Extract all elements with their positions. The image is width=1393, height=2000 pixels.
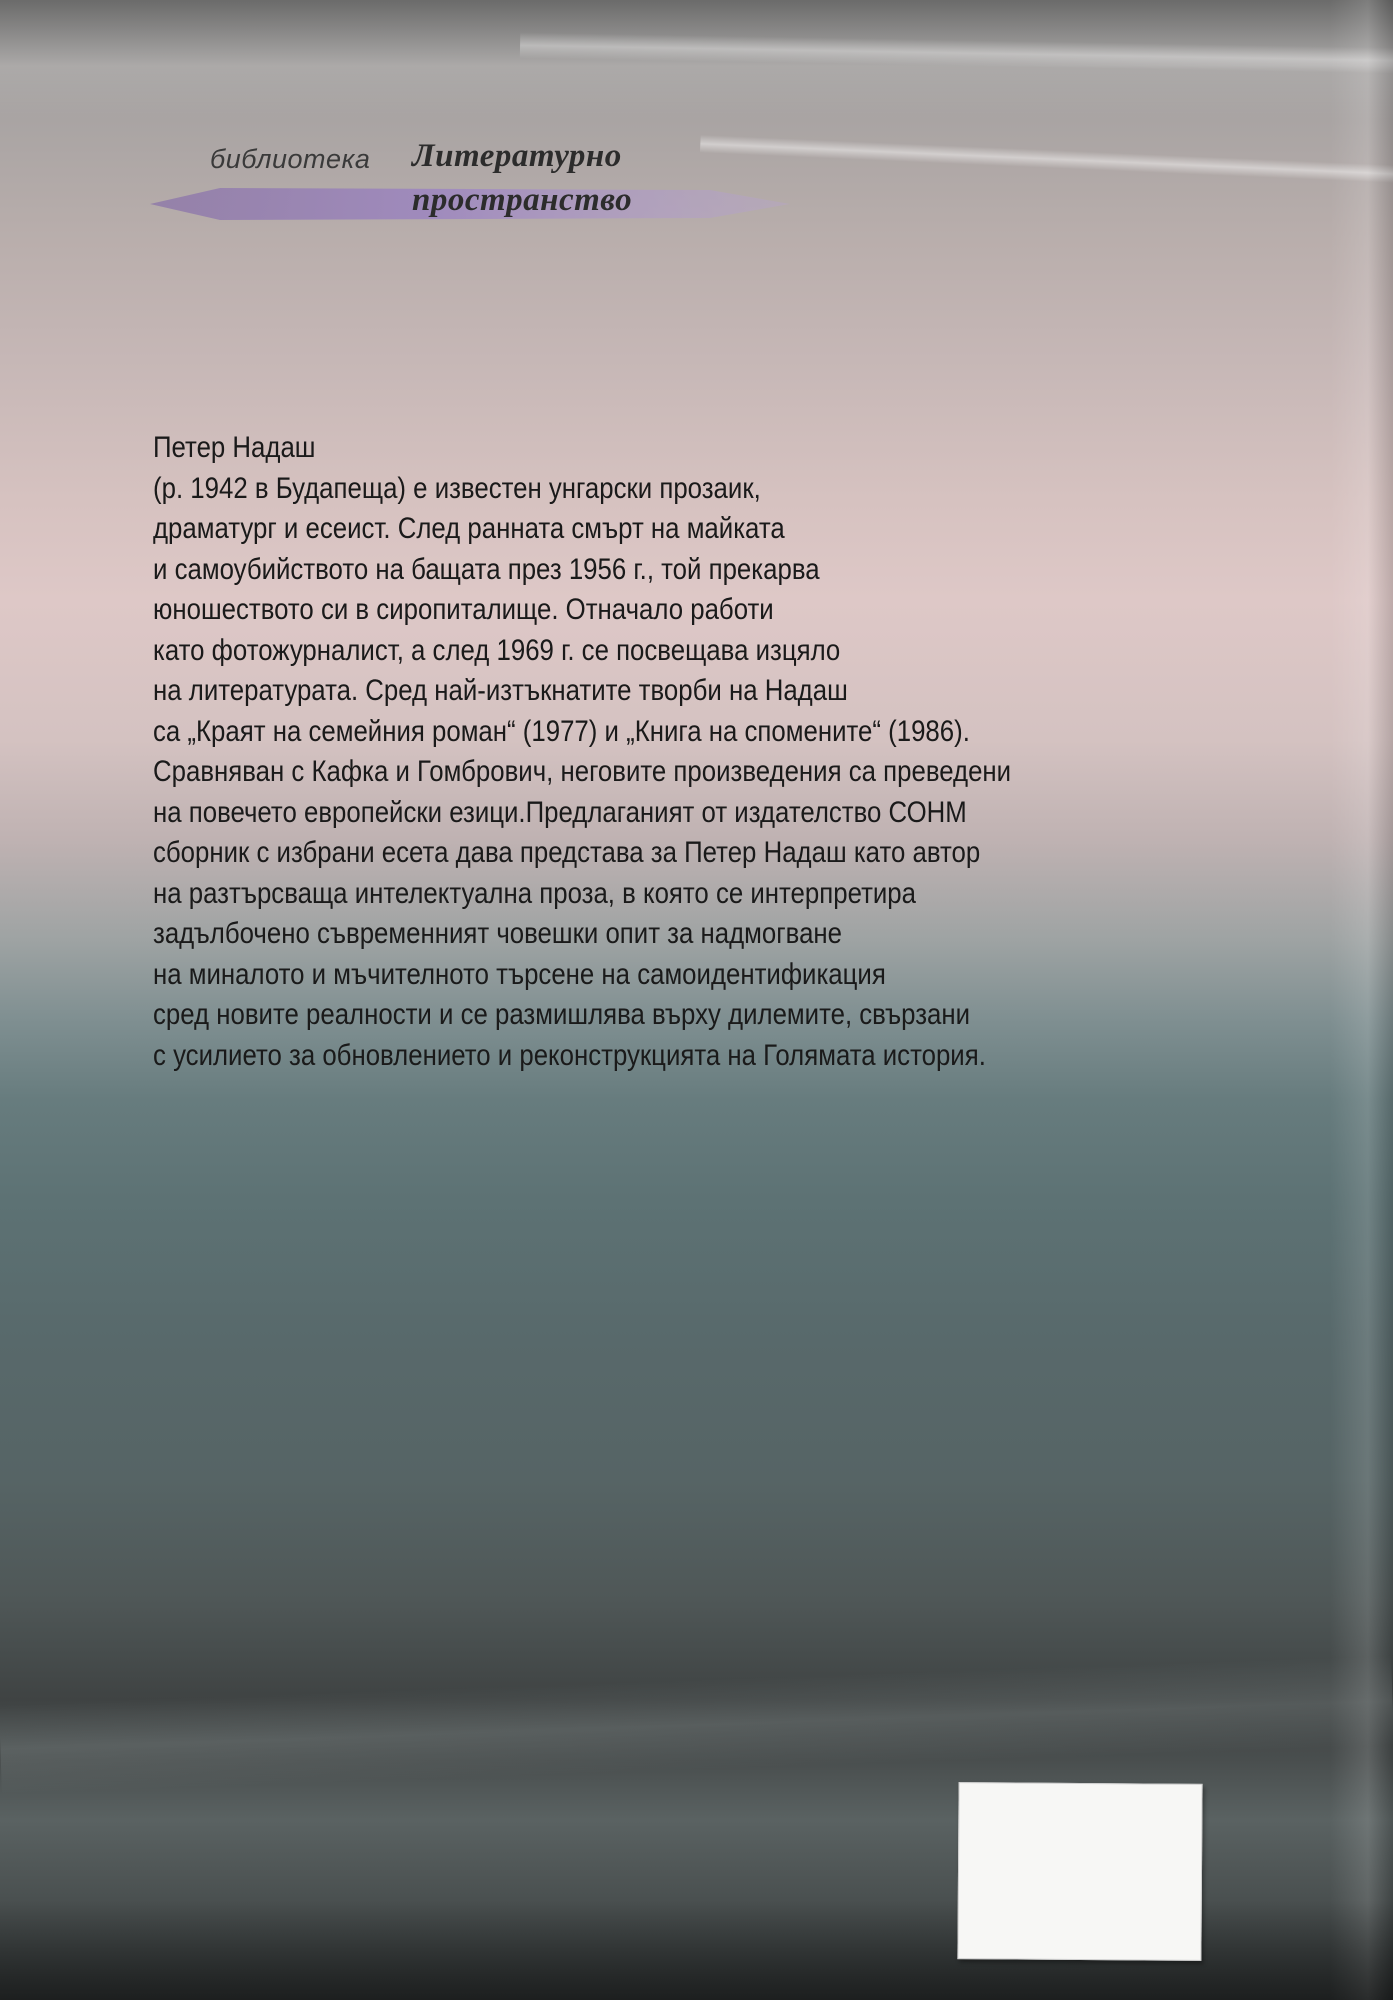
blurb-line: и самоубийството на бащата през 1956 г., той прекарва [153, 552, 820, 586]
plastic-wrinkle [700, 135, 1393, 184]
author-blurb [153, 428, 1168, 1076]
series-title-line2: пространство [412, 182, 633, 218]
plastic-reflection-band [0, 1656, 1393, 1795]
blurb-line: с усилието за обновлението и реконструкцията на Голямата история. [153, 1038, 986, 1072]
blurb-line: сред новите реалности и се размишлява върху дилемите, свързани [153, 998, 971, 1031]
price-sticker [957, 1782, 1202, 1961]
series-logo [150, 128, 790, 238]
blurb-line: (р. 1942 в Будапеща) е известен унгарски прозаик, [153, 471, 761, 505]
series-title-line1: Литературно [412, 138, 622, 174]
blurb-line: на разтърсваща интелектуална проза, в която се интерпретира [153, 876, 916, 910]
plastic-sheen-top [0, 0, 1393, 120]
plastic-edge-reflection [1330, 0, 1393, 2000]
blurb-line: драматург и есеист. След ранната смърт на майката [153, 512, 785, 545]
blurb-line: юношеството си в сиропиталище. Отначало работи [153, 593, 774, 626]
blurb-line: сборник с избрани есета дава представа за Петер Надаш като автор [153, 836, 981, 869]
series-prefix: библиотека [210, 144, 371, 174]
plastic-wrinkle [520, 32, 1393, 73]
blurb-line: на повечето европейски езици.Предлаганият от издателство СОНМ [153, 795, 967, 829]
blurb-author-name: Петер Надаш [153, 431, 316, 464]
blurb-line: на миналото и мъчителното търсене на самоидентификация [153, 957, 886, 991]
blurb-line: Сравняван с Кафка и Гомбрович, неговите произведения са преведени [153, 755, 1012, 788]
blurb-line: задълбочено съвременният човешки опит за надмогване [153, 917, 843, 950]
blurb-line: като фотожурналист, а след 1969 г. се посвещава изцяло [153, 633, 841, 667]
blurb-line: на литературата. Сред най-изтъкнатите творби на Надаш [153, 674, 848, 707]
blurb-line: са „Краят на семейния роман“ (1977) и „Книга на спомените“ (1986). [153, 714, 970, 748]
